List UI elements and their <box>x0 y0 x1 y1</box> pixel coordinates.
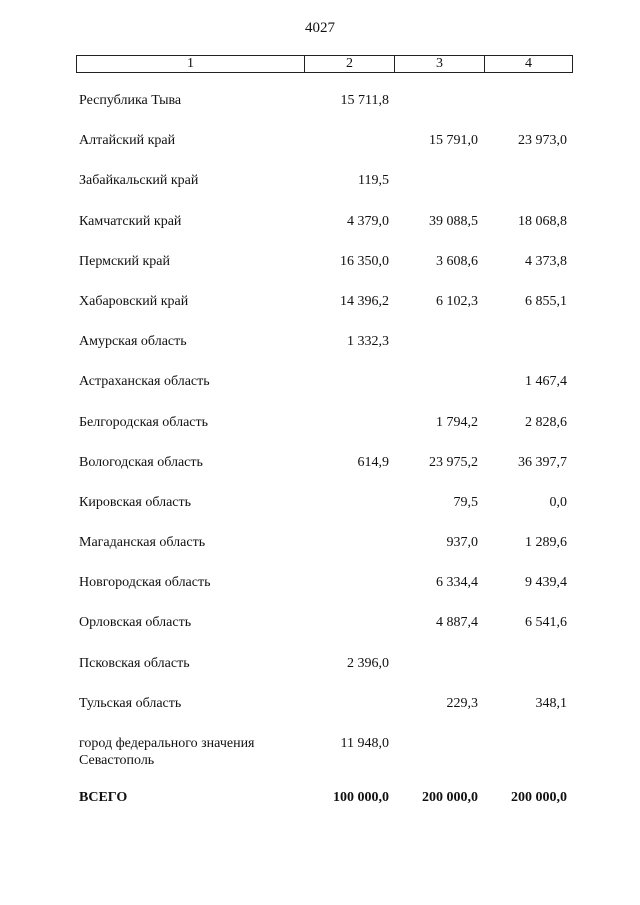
table-row <box>0 410 640 450</box>
value-col-3: 3 608,6 <box>436 253 478 269</box>
value-col-2: 2 396,0 <box>347 655 389 671</box>
region-name: Тульская область <box>79 695 182 711</box>
table-row <box>0 570 640 610</box>
table-row <box>0 289 640 329</box>
region-name: Орловская область <box>79 615 192 631</box>
region-name: Пермский край <box>79 253 170 269</box>
total-label: ВСЕГО <box>79 790 128 805</box>
table-row <box>0 369 640 409</box>
value-col-4: 36 397,7 <box>518 454 567 470</box>
total-row <box>0 790 640 810</box>
table-row <box>0 651 640 691</box>
value-col-4: 0,0 <box>549 494 567 510</box>
region-name: Вологодская область <box>79 454 203 470</box>
value-col-4: 1 467,4 <box>525 374 567 390</box>
column-header-row <box>76 55 573 73</box>
value-col-4: 23 973,0 <box>518 133 567 149</box>
value-col-2: 14 396,2 <box>340 293 389 309</box>
value-col-2: 15 711,8 <box>340 93 389 108</box>
region-name: город федерального значения Севастополь <box>79 736 255 768</box>
column-header-1: 1 <box>77 56 305 72</box>
value-col-2: 119,5 <box>358 173 389 189</box>
region-name: Псковская область <box>79 655 190 671</box>
value-col-3: 39 088,5 <box>429 213 478 229</box>
value-col-4: 4 373,8 <box>525 253 567 269</box>
value-col-4: 9 439,4 <box>525 575 567 591</box>
region-name: Хабаровский край <box>79 293 189 309</box>
region-name: Алтайский край <box>79 133 176 149</box>
value-col-4: 18 068,8 <box>518 213 567 229</box>
region-name: Магаданская область <box>79 535 206 551</box>
value-col-2: 11 948,0 <box>340 736 389 751</box>
region-name: Республика Тыва <box>79 93 182 108</box>
region-name: Астраханская область <box>79 374 210 390</box>
region-name: Новгородская область <box>79 575 211 591</box>
total-col-4: 200 000,0 <box>511 790 567 805</box>
value-col-4: 6 855,1 <box>525 293 567 309</box>
column-header-2: 2 <box>305 56 395 72</box>
value-col-2: 614,9 <box>357 454 389 470</box>
value-col-3: 79,5 <box>453 494 478 510</box>
value-col-2: 4 379,0 <box>347 213 389 229</box>
table-row <box>0 450 640 490</box>
table-row <box>0 128 640 168</box>
table-row <box>0 88 640 128</box>
value-col-3: 6 102,3 <box>436 293 478 309</box>
table-body <box>0 88 640 771</box>
table-row <box>0 168 640 208</box>
value-col-3: 15 791,0 <box>429 133 478 149</box>
table-row <box>0 490 640 530</box>
table-row <box>0 731 640 771</box>
page-number: 4027 <box>305 20 335 36</box>
total-col-2: 100 000,0 <box>333 790 389 805</box>
table-row <box>0 329 640 369</box>
value-col-3: 23 975,2 <box>429 454 478 470</box>
table-row <box>0 209 640 249</box>
value-col-3: 4 887,4 <box>436 615 478 631</box>
value-col-3: 937,0 <box>446 535 478 551</box>
region-name: Камчатский край <box>79 213 182 229</box>
column-header-3: 3 <box>395 56 485 72</box>
region-name: Амурская область <box>79 334 187 350</box>
value-col-4: 6 541,6 <box>525 615 567 631</box>
region-name: Белгородская область <box>79 414 209 430</box>
value-col-2: 16 350,0 <box>340 253 389 269</box>
value-col-4: 348,1 <box>535 695 567 711</box>
table-row <box>0 530 640 570</box>
value-col-3: 229,3 <box>446 695 478 711</box>
value-col-4: 2 828,6 <box>525 414 567 430</box>
region-name: Кировская область <box>79 494 192 510</box>
table-row <box>0 610 640 650</box>
total-col-3: 200 000,0 <box>422 790 478 805</box>
table-row <box>0 691 640 731</box>
value-col-3: 1 794,2 <box>436 414 478 430</box>
value-col-4: 1 289,6 <box>525 535 567 551</box>
region-name: Забайкальский край <box>79 173 199 189</box>
column-header-4: 4 <box>525 56 532 71</box>
value-col-3: 6 334,4 <box>436 575 478 591</box>
value-col-2: 1 332,3 <box>347 334 389 350</box>
table-row <box>0 249 640 289</box>
